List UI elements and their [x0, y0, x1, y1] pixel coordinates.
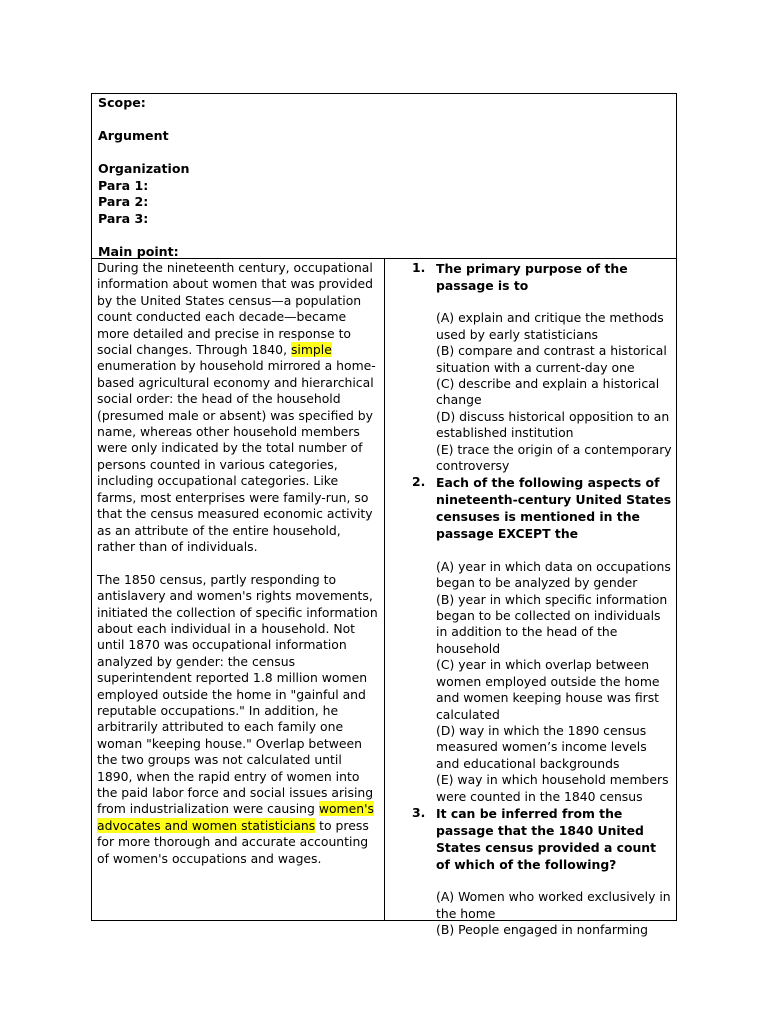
answer-option: (B) People engaged in nonfarming: [436, 922, 649, 938]
para2-label: Para 2:: [98, 194, 149, 209]
passage-cell: [92, 259, 385, 920]
answer-option: (E) way in which household members were counted in the 1840 census: [436, 772, 669, 804]
highlight-simple: simple: [290, 342, 332, 358]
para1-label: Para 1:: [98, 177, 149, 193]
organization-label: Organization: [98, 161, 190, 176]
answer-option: (B) year in which specific information began to be collected on individuals in addition to the head of the household: [436, 591, 668, 656]
answer-option: (B) compare and contrast a historical situation with a current-day one: [436, 343, 667, 375]
para3-label: Para 3:: [98, 210, 149, 226]
question-3: [385, 805, 672, 939]
answer-option: (D) discuss historical opposition to an established institution: [436, 408, 670, 441]
question-stem: Each of the following aspects of nineteenth-century United States censuses is mentioned in the passage EXCEPT the: [436, 475, 672, 542]
main-point-label: Main point:: [98, 243, 179, 259]
question-stem: It can be inferred from the passage that the 1840 United States census provided a count of which of the following?: [436, 805, 657, 872]
answer-option: (D) way in which the 1890 census measured women’s income levels and educational backgrounds: [436, 722, 647, 771]
question-number: 1.: [412, 260, 426, 275]
question-2: [385, 474, 672, 804]
answer-option: (C) describe and explain a historical change: [436, 376, 660, 408]
question-number: 2.: [412, 474, 426, 490]
question-1: [385, 260, 672, 474]
questions-cell: [385, 259, 676, 938]
passage-paragraph-1: During the nineteenth century, occupational information about women that was provided by the United States census—a population count conducted each decade—became more detailed and precise in response to social changes. Through 1840, simple enumeration by household mirrored a home-based agricultural economy and hierarchical social order: the head of the household (presumed male or absent) was specified by name, whereas other household members were only indicated by the total number of persons counted in various categories, including occupational categories. Like farms, most enterprises were family-run, so that the census measured economic activity as an attribute of the entire household, rather than of individuals.: [97, 260, 376, 554]
question-number: 3.: [412, 804, 426, 820]
scope-label: Scope:: [98, 95, 146, 110]
answer-option: (E) trace the origin of a contemporary controversy: [436, 441, 672, 474]
worksheet-table: [91, 93, 677, 938]
notes-cell: [92, 94, 676, 259]
highlight-advocates: women's advocates and women statisticians: [97, 801, 374, 833]
answer-option: (A) explain and critique the methods used by early statisticians: [436, 310, 664, 342]
answer-option: (C) year in which overlap between women employed outside the home and women keeping house was first calculated: [436, 657, 660, 722]
answer-option: (A) year in which data on occupations began to be analyzed by gender: [436, 558, 671, 591]
answer-option: (A) Women who worked exclusively in the home: [436, 889, 671, 921]
argument-label: Argument: [98, 128, 169, 143]
questions-list: [385, 260, 672, 939]
passage-paragraph-2: The 1850 census, partly responding to antislavery and women's rights movements, initiated the collection of specific information about each individual in a household. Not until 1870 was occupational information analyzed by gender: the census superintendent reported 1.8 million women employed outside the home in "gainful and reputable occupations." In addition, he arbitrarily attributed to each family one woman "keeping house." Overlap between the two groups was not calculated until 1890, when the rapid entry of women into the paid labor force and social issues arising from industrialization were causing women's advocates and women statisticians to press for more thorough and accurate accounting of women's occupations and wages.: [97, 571, 378, 866]
question-stem: The primary purpose of the passage is to: [436, 261, 628, 293]
